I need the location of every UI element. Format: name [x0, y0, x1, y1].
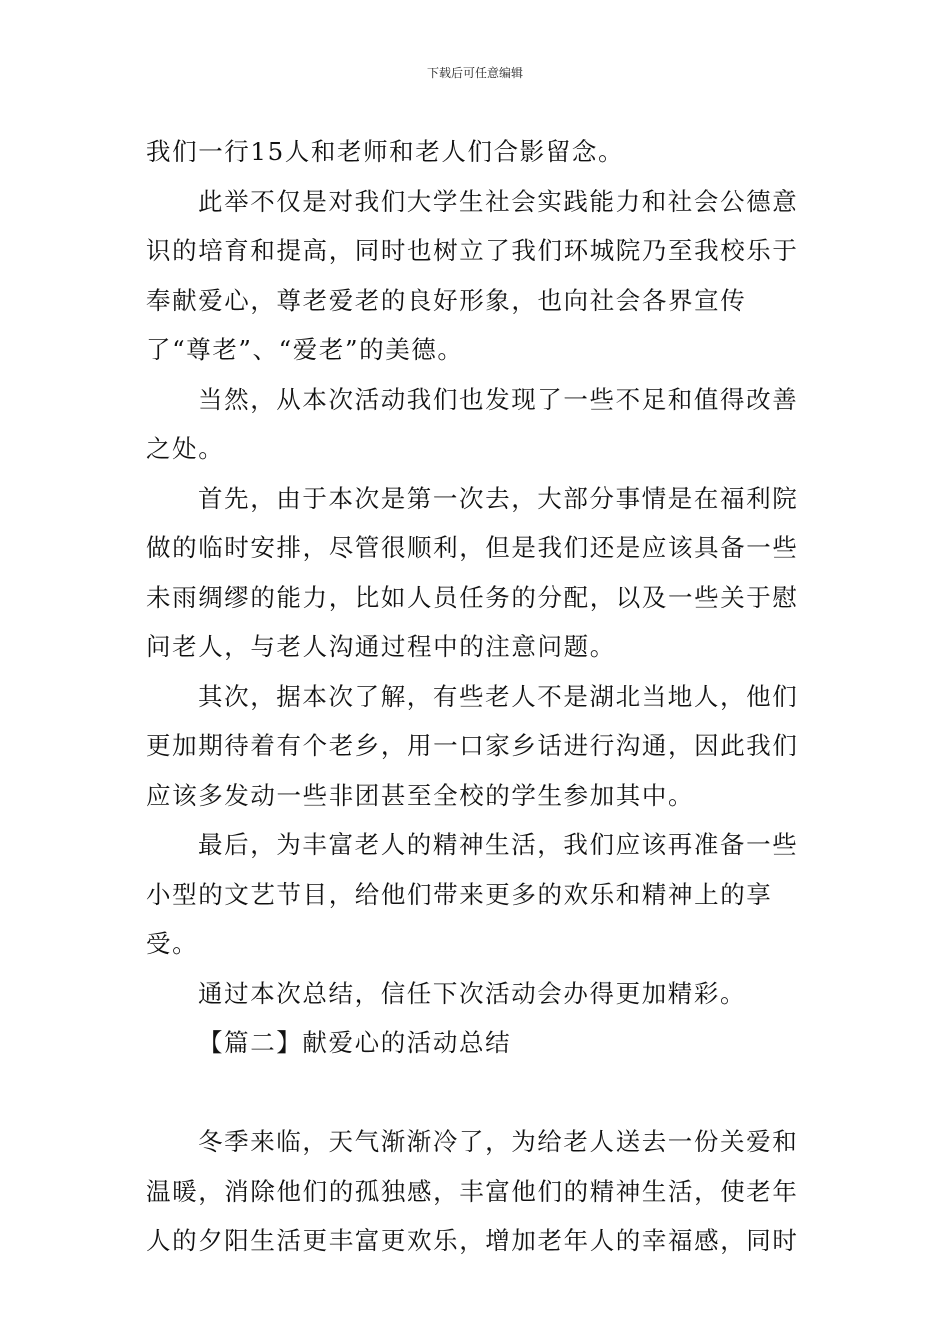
paragraph-second-point: 其次，据本次了解，有些老人不是湖北当地人，他们更加期待着有个老乡，用一口家乡话进行沟通，因此我们应该多发动一些非团甚至全校的学生参加其中。	[146, 681, 799, 810]
section-heading: 【篇二】献爱心的活动总结	[198, 1028, 512, 1057]
paragraph-first-point: 首先，由于本次是第一次去，大部分事情是在福利院做的临时安排，尽管很顺利，但是我们还是应该具备一些未雨绸缪的能力，比如人员任务的分配，以及一些关于慰问老人，与老人沟通过程中的注意问题。	[146, 483, 799, 661]
paragraph-group-photo: 我们一行15人和老师和老人们合影留念。	[146, 137, 625, 166]
paragraph-final-point: 最后，为丰富老人的精神生活，我们应该再准备一些小型的文艺节目，给他们带来更多的欢乐和精神上的享受。	[146, 830, 799, 958]
paragraph-shortcomings: 当然，从本次活动我们也发现了一些不足和值得改善之处。	[146, 384, 799, 463]
paragraph-section-intro: 冬季来临，天气渐渐冷了，为给老人送去一份关爱和温暖，消除他们的孤独感，丰富他们的精神生活，使老年人的夕阳生活更丰富更欢乐，增加老年人的幸福感，同时	[146, 1127, 799, 1255]
page-header: 下载后可任意编辑	[426, 66, 523, 80]
paragraph-significance: 此举不仅是对我们大学生社会实践能力和社会公德意识的培育和提高，同时也树立了我们环城院乃至我校乐于奉献爱心，尊老爱老的良好形象，也向社会各界宣传了“尊老”、“爱老”的美德。	[146, 186, 799, 364]
document-body	[146, 127, 811, 1266]
paragraph-conclusion: 通过本次总结，信任下次活动会办得更加精彩。	[198, 978, 747, 1008]
